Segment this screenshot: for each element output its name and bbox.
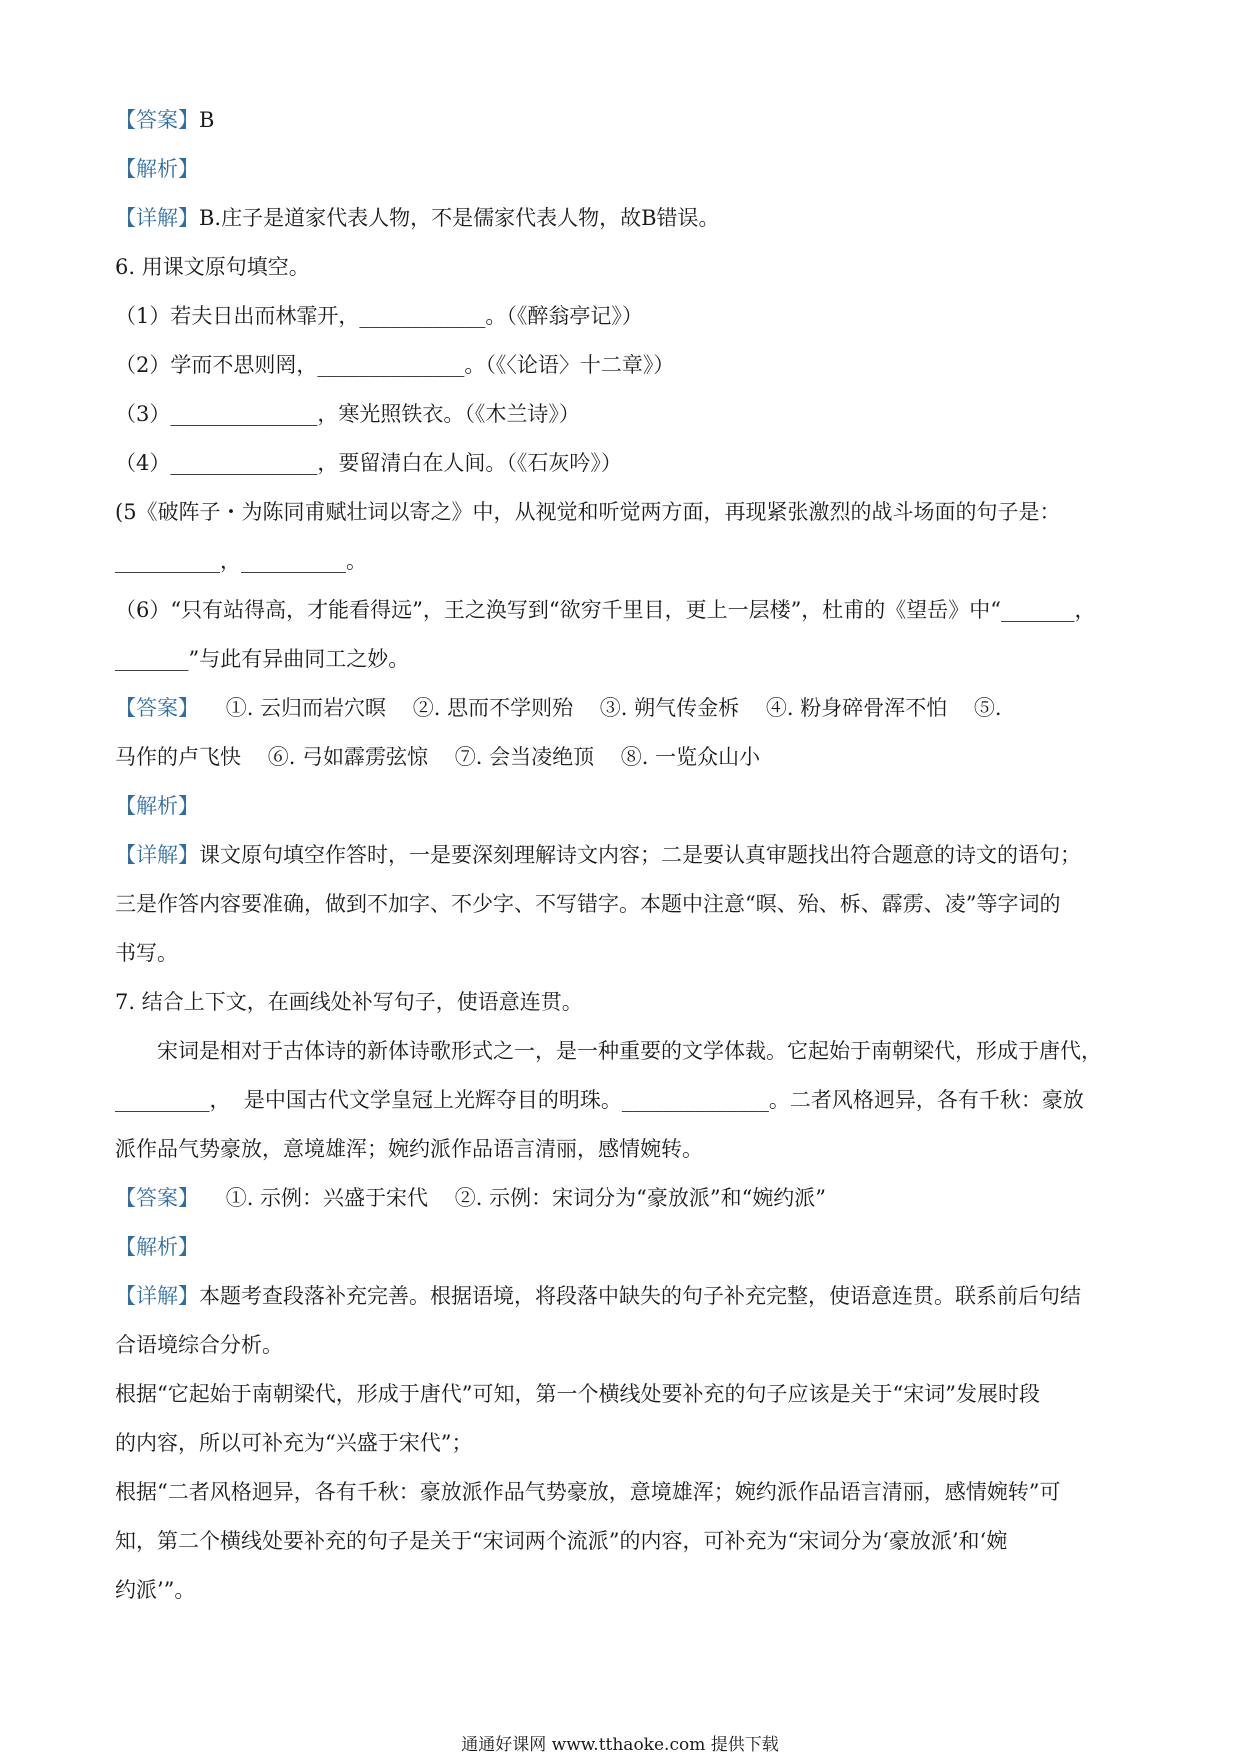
text-line bbox=[115, 978, 1125, 1027]
text-line bbox=[115, 1566, 1125, 1615]
line-text: 6. 用课文原句填空。 bbox=[115, 255, 310, 279]
text-line bbox=[115, 341, 1125, 390]
text-line bbox=[115, 1272, 1125, 1321]
text-line bbox=[115, 733, 1125, 782]
section-tag: 【详解】 bbox=[115, 1284, 199, 1308]
line-text: （3）______________，寒光照铁衣。（《木兰诗》） bbox=[115, 402, 580, 426]
line-text: （1）若夫日出而林霏开，____________。（《醉翁亭记》） bbox=[115, 304, 643, 328]
text-line bbox=[115, 537, 1125, 586]
line-text: 知，第二个横线处要补充的句子是关于“宋词两个流派”的内容，可补充为“宋词分为‘豪放派’和‘婉 bbox=[115, 1529, 1008, 1553]
line-text: 马作的卢飞快 ⑥. 弓如霹雳弦惊 ⑦. 会当凌绝顶 ⑧. 一览众山小 bbox=[115, 745, 761, 769]
line-text: 的内容，所以可补充为“兴盛于宋代”； bbox=[115, 1431, 473, 1455]
line-text: 课文原句填空作答时，一是要深刻理解诗文内容；二是要认真审题找出符合题意的诗文的语句； bbox=[199, 843, 1081, 867]
text-line bbox=[115, 1174, 1125, 1223]
text-line bbox=[115, 586, 1125, 635]
line-text: 三是作答内容要准确，做到不加字、不少字、不写错字。本题中注意“暝、殆、柝、霹雳、凌”等字词的 bbox=[115, 892, 1061, 916]
line-text: (5《破阵子・为陈同甫赋壮词以寄之》中，从视觉和听觉两方面，再现紧张激烈的战斗场面的句子是： bbox=[115, 500, 1061, 524]
section-tag: 【详解】 bbox=[115, 843, 199, 867]
text-line bbox=[115, 1125, 1125, 1174]
line-text: 约派’”。 bbox=[115, 1578, 196, 1602]
text-line bbox=[115, 831, 1125, 880]
text-line bbox=[115, 292, 1125, 341]
text-line bbox=[115, 96, 1125, 145]
text-line bbox=[115, 1517, 1125, 1566]
section-tag: 【答案】 bbox=[115, 1186, 199, 1210]
line-text: B.庄子是道家代表人物，不是儒家代表人物，故B错误。 bbox=[199, 206, 720, 230]
text-line bbox=[115, 684, 1125, 733]
line-text: ①. 示例：兴盛于宋代 ②. 示例：宋词分为“豪放派”和“婉约派” bbox=[199, 1186, 827, 1210]
line-text: 派作品气势豪放，意境雄浑；婉约派作品语言清丽，感情婉转。 bbox=[115, 1137, 703, 1161]
text-line bbox=[115, 390, 1125, 439]
line-text: ①. 云归而岩穴暝 ②. 思而不学则殆 ③. 朔气传金柝 ④. 粉身碎骨浑不怕 ⑤. bbox=[199, 696, 1002, 720]
document-body bbox=[115, 96, 1125, 1615]
text-line bbox=[115, 1223, 1125, 1272]
text-line bbox=[115, 1468, 1125, 1517]
line-text: _______”与此有异曲同工之妙。 bbox=[115, 647, 410, 671]
line-text: __________，__________。 bbox=[115, 549, 367, 573]
text-line bbox=[115, 1419, 1125, 1468]
section-tag: 【答案】 bbox=[115, 696, 199, 720]
line-text: 书写。 bbox=[115, 941, 178, 965]
text-line bbox=[115, 880, 1125, 929]
text-line bbox=[115, 1321, 1125, 1370]
line-text: （6）“只有站得高，才能看得远”，王之涣写到“欲穷千里目，更上一层楼”，杜甫的《望岳》中“_______， bbox=[115, 598, 1096, 622]
text-line bbox=[115, 635, 1125, 684]
page-footer: 通通好课网 www.tthaoke.com 提供下载 bbox=[461, 1735, 779, 1755]
line-text: 根据“它起始于南朝梁代，形成于唐代”可知，第一个横线处要补充的句子应该是关于“宋词”发展时段 bbox=[115, 1382, 1040, 1406]
text-line bbox=[115, 439, 1125, 488]
line-text: 合语境综合分析。 bbox=[115, 1333, 283, 1357]
section-tag: 【解析】 bbox=[115, 1235, 199, 1259]
text-line bbox=[115, 1027, 1125, 1076]
line-text: 根据“二者风格迥异，各有千秋：豪放派作品气势豪放，意境雄浑；婉约派作品语言清丽，感情婉转”可 bbox=[115, 1480, 1061, 1504]
text-line bbox=[115, 1076, 1125, 1125]
text-line bbox=[115, 782, 1125, 831]
text-line bbox=[115, 194, 1125, 243]
section-tag: 【详解】 bbox=[115, 206, 199, 230]
text-line bbox=[115, 1370, 1125, 1419]
section-tag: 【解析】 bbox=[115, 157, 199, 181]
line-text: _________， 是中国古代文学皇冠上光辉夺目的明珠。______________。二者风格迥异，各有千秋：豪放 bbox=[115, 1088, 1084, 1112]
line-text: 7. 结合上下文，在画线处补写句子，使语意连贯。 bbox=[115, 990, 583, 1014]
line-text: 本题考查段落补充完善。根据语境，将段落中缺失的句子补充完整，使语意连贯。联系前后句结 bbox=[199, 1284, 1081, 1308]
text-line bbox=[115, 929, 1125, 978]
line-text: B bbox=[199, 108, 215, 132]
line-text: 宋词是相对于古体诗的新体诗歌形式之一，是一种重要的文学体裁。它起始于南朝梁代，形成于唐代， bbox=[157, 1039, 1102, 1063]
line-text: （4）______________，要留清白在人间。（《石灰吟》） bbox=[115, 451, 622, 475]
text-line bbox=[115, 145, 1125, 194]
text-line bbox=[115, 243, 1125, 292]
line-text: （2）学而不思则罔，______________。（《〈论语〉十二章》） bbox=[115, 353, 675, 377]
section-tag: 【解析】 bbox=[115, 794, 199, 818]
text-line bbox=[115, 488, 1125, 537]
section-tag: 【答案】 bbox=[115, 108, 199, 132]
